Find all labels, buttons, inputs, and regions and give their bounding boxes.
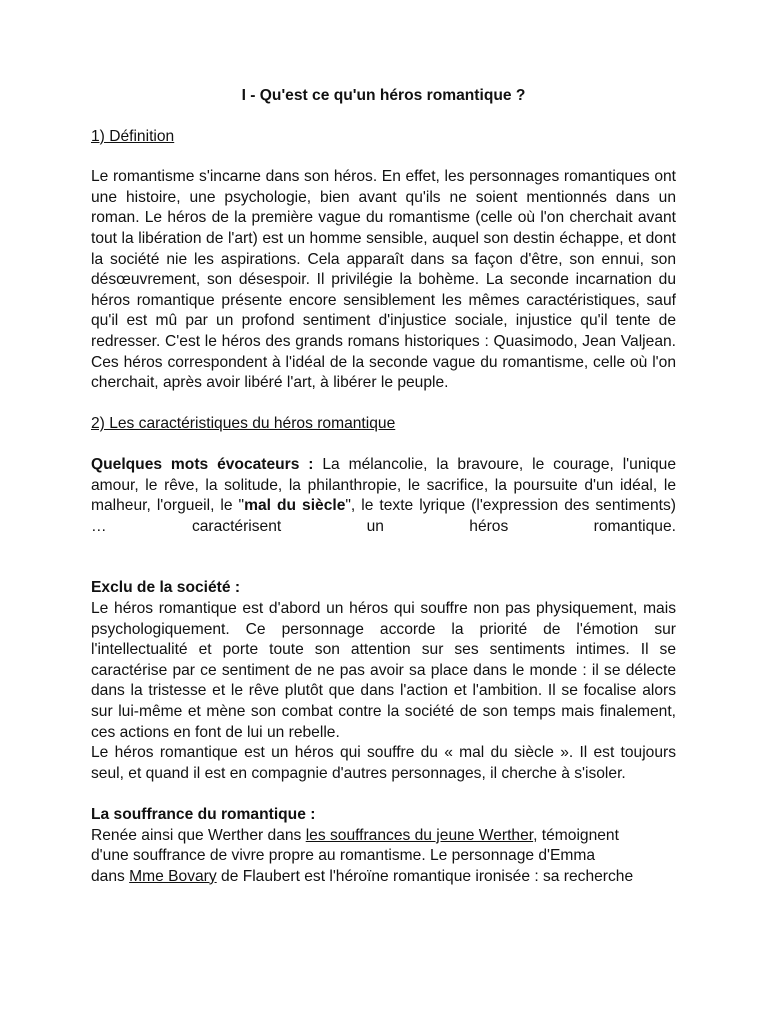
mots-evocateurs-label: Quelques mots évocateurs : [91,455,314,473]
definition-paragraph: Le romantisme s'incarne dans son héros. En effet, les personnages romantiques ont une histoire, une psychologie, bien avant qu'ils ne soient mentionnés dans un roman. Le héros de la première vague du romantisme (celle où l'on cherchait avant tout la libération de l'art) est un homme sensible, auquel son destin échappe, et dont la société nie les aspirations. Cela apparaît dans sa façon d'être, son ennui, son désœuvrement, son désespoir. Il privilégie la bohème. La seconde incarnation du héros romantique présente encore sensiblement les mêmes caractéristiques, sauf qu'il est mû par un profond sentiment d'injustice sociale, injustice qu'il tente de redresser. C'est le héros des grands romans historiques : Quasimodo, Jean Valjean. Ces héros correspondent à l'idéal de la seconde vague du romantisme, celle où l'on cherchait, après avoir libéré l'art, à libérer le peuple. [91,168,676,392]
souffrance-line-2: d'une souffrance de vivre propre au romantisme. Le personnage d'Emma [91,847,596,865]
exclu-paragraph-2: Le héros romantique est un héros qui souffre du « mal du siècle ». Il est toujours seul, et quand il est en compagnie d'autres personnages, il cherche à s'isoler. [91,744,676,782]
exclu-paragraph-1: Le héros romantique est d'abord un héros qui souffre non pas physiquement, mais psychologiquement. Ce personnage accorde la priorité de l'émotion sur l'intellectualité et porte toute son attention sur ses sentiments intimes. Il se caractérise par ce sentiment de ne pas avoir sa place dans le monde : il se délecte dans la tristesse et le rêve plutôt que dans l'action et l'ambition. Il se focalise alors sur lui-même et mène son combat contre la société de son temps mais finalement, ces actions en font de lui un rebelle. [91,600,676,741]
souffrance-line-3 [91,867,676,888]
souffrance-line-3-text-b: de Flaubert est l'héroïne romantique ironisée : sa recherche [216,867,634,885]
spacer [91,784,676,805]
mots-evocateurs-text-a: La mélancolie, la bravoure, le courage, l'unique amour, le rêve, la solitude, la philanthropie, le sacrifice, la poursuite d'un idéal, le malheur, l'orgueil, le " [91,455,676,515]
souffrance-line-1 [91,826,676,847]
section-heading-caracteristiques: 2) Les caractéristiques du héros romantique [91,415,396,433]
page-title: I - Qu'est ce qu'un héros romantique ? [241,87,526,104]
souffrance-line-1-text-a: Renée ainsi que Werther dans [91,826,306,844]
souffrance-line-3-text-a: dans [91,867,130,885]
exclu-label: Exclu de la société : [91,579,241,597]
souffrance-label: La souffrance du romantique : [91,806,316,823]
mots-evocateurs-paragraph [91,455,676,537]
bovary-title-link[interactable]: Mme Bovary [129,867,217,885]
spacer [91,394,676,415]
mots-evocateurs-text-b: ", le texte lyrique (l'expression des sentiments) … caractérisent un héros romantique. [91,497,676,535]
spacer [91,537,676,578]
werther-title-link[interactable]: les souffrances du jeune Werther [305,826,534,844]
section-heading-definition: 1) Définition [91,127,175,145]
mal-du-siecle-emphasis: mal du siècle [244,497,346,515]
souffrance-line-1-text-b: , témoignent [533,826,619,844]
